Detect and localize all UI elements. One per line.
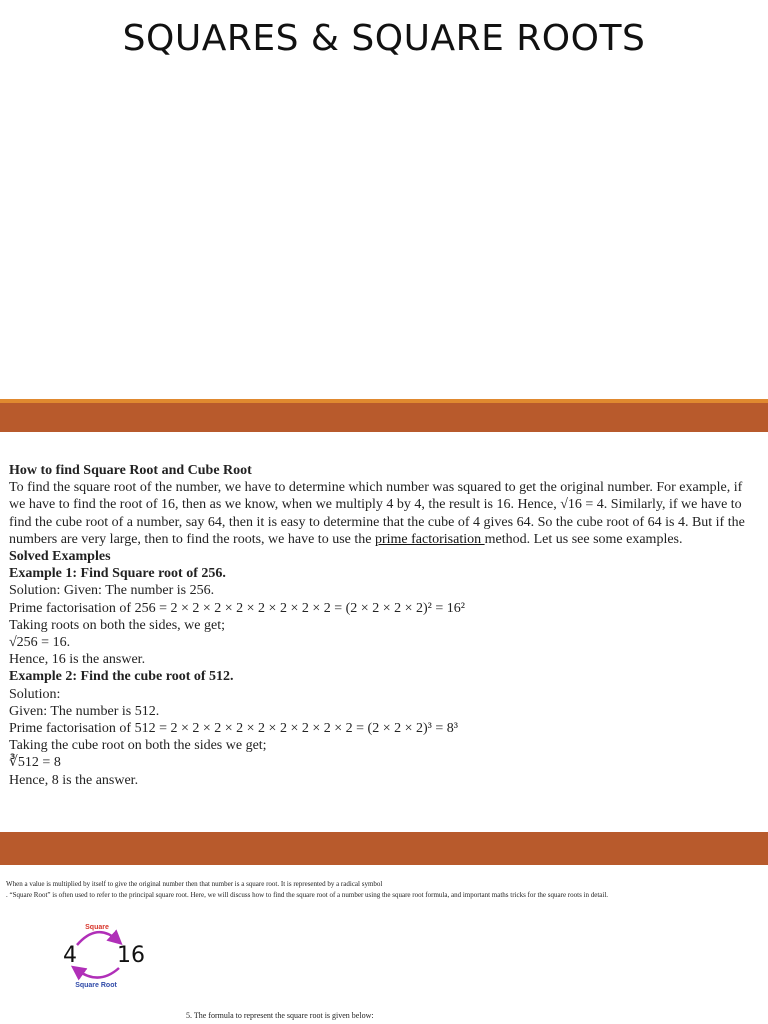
example-1-line: Prime factorisation of 256 = 2 × 2 × 2 × 2 × 2 × 2 × 2 × 2 = (2 × 2 × 2 × 2)² = 16² xyxy=(9,600,465,616)
principal-root-note: . “Square Root” is often used to refer to the principal square root. Here, we will discuss how to find the square root of a number using the square root formula, and important maths tricks for the square roots in detail. xyxy=(6,891,609,899)
square-arrow xyxy=(77,932,117,945)
example-2-line: Hence, 8 is the answer. xyxy=(9,772,139,788)
example-1-line: √256 = 16. xyxy=(9,635,71,651)
section-heading: How to find Square Root and Cube Root xyxy=(9,463,252,478)
example-2-line: Given: The number is 512. xyxy=(9,703,160,719)
orange-divider-band-top xyxy=(0,399,768,432)
intro-text: To find the square root of the number, we have to determine which number was squared to get the original number. For example, if we have to find the root of 16, then as we know, when we multiply 4 by 4, the result is 16. Hence, √16 = 4. Similarly, if we have to find the cube root of a number, say 64, then it is easy to determine that the cube of 4 gives 64. So the cube root of 64 is 4. But if the numbers are very large, then to find the roots, we have to use the xyxy=(9,480,745,547)
right-number: 16 xyxy=(117,943,145,968)
solved-examples-heading: Solved Examples xyxy=(9,549,111,565)
example-2-line: Prime factorisation of 512 = 2 × 2 × 2 × 2 × 2 × 2 × 2 × 2 × 2 = (2 × 2 × 2)³ = 8³ xyxy=(9,721,458,737)
definition-note: When a value is multiplied by itself to give the original number then that number is a square root. It is represented by a radical symbol xyxy=(6,880,383,888)
example-1-line: Solution: Given: The number is 256. xyxy=(9,583,215,599)
example-1-line: Taking roots on both the sides, we get; xyxy=(9,617,225,633)
example-2-line: Solution: xyxy=(9,686,61,702)
orange-divider-band-bottom xyxy=(0,832,768,865)
square-label: Square xyxy=(85,924,109,931)
example-1-heading: Example 1: Find Square root of 256. xyxy=(9,566,226,582)
example-2-line: ∛512 = 8 xyxy=(9,755,61,771)
example-2-line: Taking the cube root on both the sides we get; xyxy=(9,738,267,754)
square-root-cycle-diagram xyxy=(55,918,165,994)
left-number: 4 xyxy=(63,943,77,968)
example-2-heading: Example 2: Find the cube root of 512. xyxy=(9,669,234,685)
example-1-line: Hence, 16 is the answer. xyxy=(9,652,146,668)
square-root-label: Square Root xyxy=(75,982,117,989)
slide-title: SQUARES & SQUARE ROOTS xyxy=(122,18,646,59)
prime-factorisation-link[interactable]: prime factorisation xyxy=(374,531,485,547)
square-root-arrow xyxy=(77,968,119,978)
intro-text-end: method. Let us see some examples. xyxy=(484,531,683,547)
formula-intro-text: 5. The formula to represent the square root is given below: xyxy=(186,1011,374,1020)
document-text-block xyxy=(9,462,761,789)
intro-paragraph xyxy=(9,479,761,548)
band-highlight-line xyxy=(0,399,768,403)
